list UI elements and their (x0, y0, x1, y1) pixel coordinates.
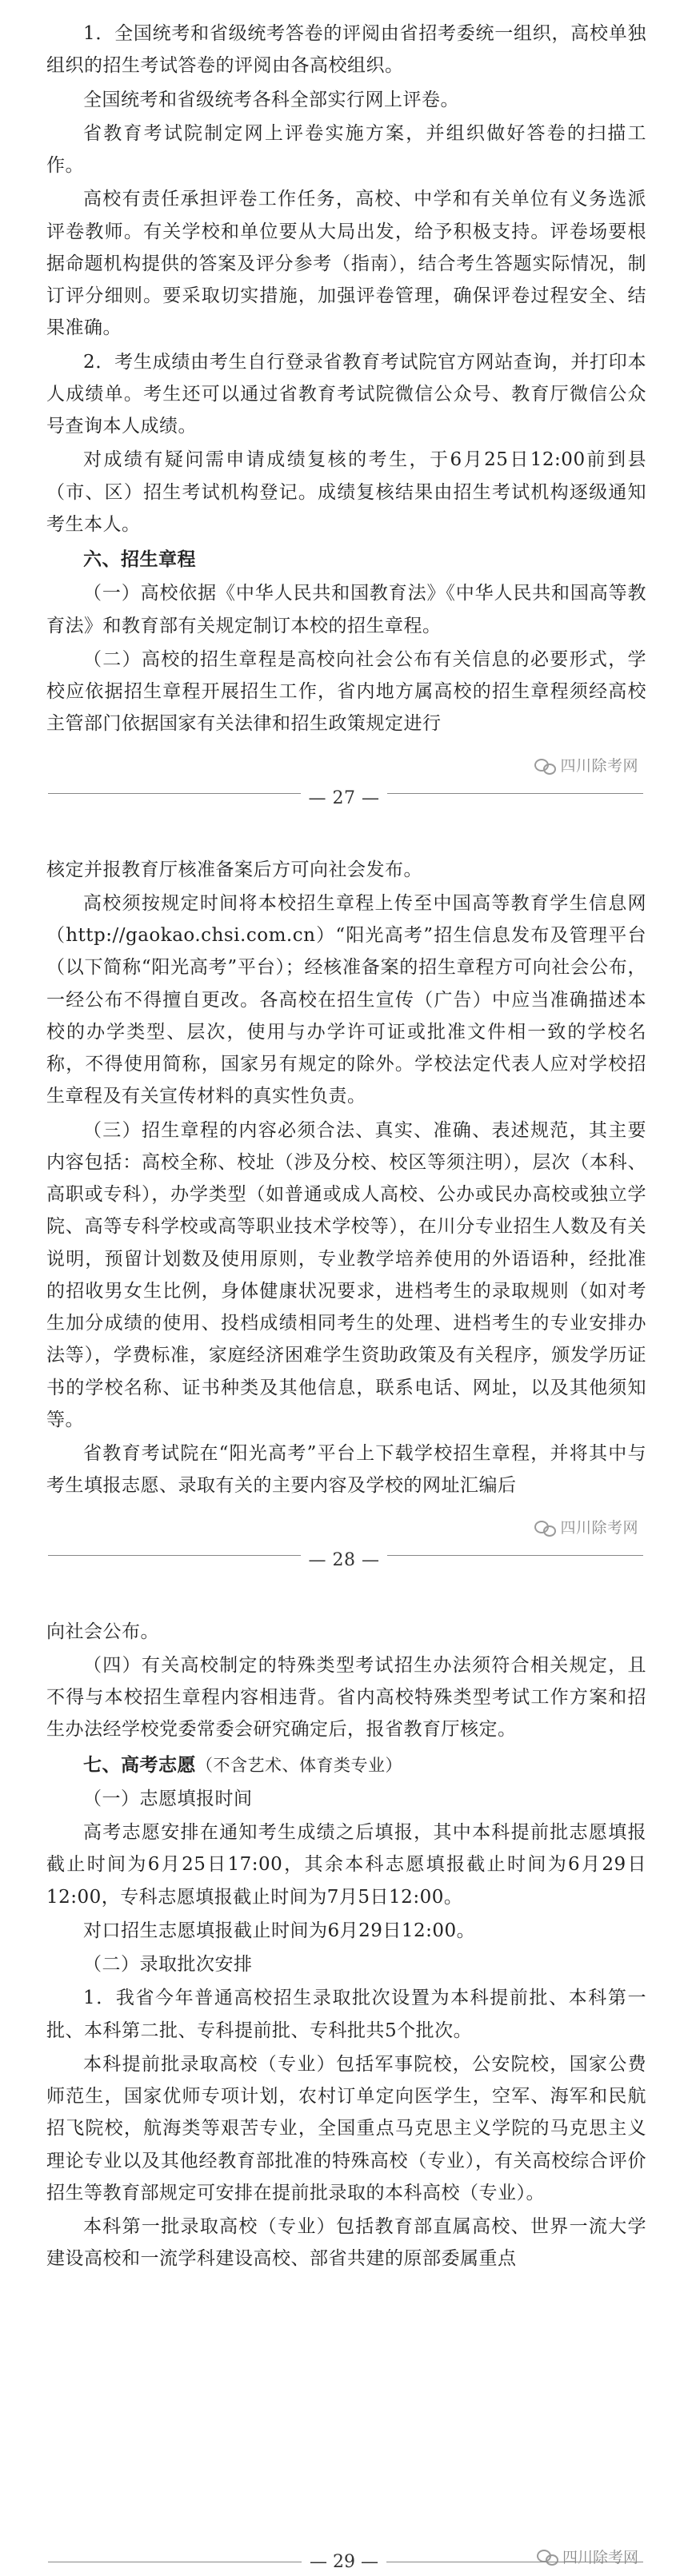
paragraph: 核定并报教育厅核准备案后方可向社会发布。 (46, 859, 422, 880)
paragraph: 省教育考试院在“阳光高考”平台上下载学校招生章程，并将其中与考生填报志愿、录取有关的主要内容及学校的网址汇编后 (46, 1443, 646, 1497)
paragraph: 向社会公布。 (46, 1621, 159, 1642)
watermark (534, 753, 638, 780)
document-content (46, 18, 646, 2277)
paragraph: 全国统考和省级统考各科全部实行网上评卷。 (83, 89, 459, 110)
section-heading: 六、招生章程 (83, 549, 196, 570)
watermark-text: 四川除考网 (560, 1518, 638, 1537)
subsection-heading: （一）志愿填报时间 (83, 1788, 253, 1809)
paragraph: 对成绩有疑问需申请成绩复核的考生，于6月25日12:00前到县（市、区）招生考试机构登记。成绩复核结果由招生考试机构逐级通知考生本人。 (46, 449, 646, 535)
paragraph: 1．我省今年普通高校招生录取批次设置为本科提前批、本科第一批、本科第二批、专科提前批、专科批共5个批次。 (46, 1988, 646, 2041)
paragraph: 1．全国统考和省级统考答卷的评阅由省招考委统一组织，高校单独组织的招生考试答卷的评阅由各高校组织。 (46, 23, 646, 77)
subsection-heading: （二）录取批次安排 (83, 1954, 253, 1975)
paragraph: （二）高校的招生章程是高校向社会公布有关信息的必要形式，学校应依据招生章程开展招生工作，省内地方属高校的招生章程须经高校主管部门依据国家有关法律和招生政策规定进行 (46, 648, 646, 735)
page-break (0, 748, 688, 843)
paragraph: 省教育考试院制定网上评卷实施方案，并组织做好答卷的扫描工作。 (46, 122, 646, 176)
page-footer (0, 2546, 688, 2576)
paragraph: 高校有责任承担评卷工作任务，高校、中学和有关单位有义务选派评卷教师。有关学校和单位要从大局出发，给予积极支持。评卷场要根据命题机构提供的答案及评分参考（指南），结合考生答题实际情况，制订评分细则。要采取切实措施，加强评卷管理，确保评卷过程安全、结果准确。 (46, 189, 646, 339)
paragraph: 高校须按规定时间将本校招生章程上传至中国高等教育学生信息网（http://gaokao.chsi.com.cn）“阳光高考”招生信息发布及管理平台（以下简称“阳光高考”平台）；经核准备案的招生章程方可向社会公布，一经公布不得擅自更改。各高校在招生宣传（广告）中应当准确描述本校的办学类型、层次，使用与办学许可证或批准文件相一致的学校名称，不得使用简称，国家另有规定的除外。学校法定代表人应对学校招生章程及有关宣传材料的真实性负责。 (46, 892, 646, 1107)
watermark-text: 四川除考网 (560, 756, 638, 775)
paragraph: 2．考生成绩由考生自行登录省教育考试院官方网站查询，并打印本人成绩单。考生还可以通过省教育考试院微信公众号、教育厅微信公众号查询本人成绩。 (46, 351, 646, 437)
paragraph: （一）高校依据《中华人民共和国教育法》《中华人民共和国高等教育法》和教育部有关规定制订本校的招生章程。 (46, 583, 646, 636)
paragraph: （四）有关高校制定的特殊类型考试招生办法须符合相关规定，且不得与本校招生章程内容相违背。省内高校特殊类型考试工作方案和招生办法经学校党委常委会研究确定后，报省教育厅核定。 (46, 1654, 646, 1741)
wechat-icon (534, 757, 555, 775)
section-heading (46, 1749, 646, 1781)
watermark (534, 1515, 638, 1541)
paragraph: 本科提前批录取高校（专业）包括军事院校，公安院校，国家公费师范生，国家优师专项计划，农村订单定向医学生，空军、海军和民航招飞院校，航海类等艰苦专业，全国重点马克思主义学院的马克思主义理论专业以及其他经教育部批准的特殊高校（专业），有关高校综合评价招生等教育部规定可安排在提前批录取的本科高校（专业）。 (46, 2053, 646, 2203)
section-heading-title: 七、高考志愿 (83, 1754, 196, 1776)
paragraph: 高考志愿安排在通知考生成绩之后填报，其中本科提前批志愿填报截止时间为6月25日17:00，其余本科志愿填报截止时间为6月29日12:00，专科志愿填报截止时间为7月5日12:00。 (46, 1822, 646, 1908)
page-number: — 28 — (0, 1544, 688, 1577)
paragraph: （三）招生章程的内容必须合法、真实、准确、表述规范，其主要内容包括：高校全称、校址（涉及分校、校区等须注明），层次（本科、高职或专科），办学类型（如普通或成人高校、公办或民办高校或独立学院、高等专科学校或高等职业技术学校等），在川分专业招生人数及有关说明，预留计划数及使用原则，专业教学培养使用的外语语种，经批准的招收男女生比例，身体健康状况要求，进档考生的录取规则（如对考生加分成绩的使用、投档成绩相同考生的处理、进档考生的专业安排办法等），学费标准，家庭经济困难学生资助政策及有关程序，颁发学历证书的学校名称、证书种类及其他信息，联系电话、网址，以及其他须知等。 (46, 1119, 646, 1430)
paragraph: 本科第一批录取高校（专业）包括教育部直属高校、世界一流大学建设高校和一流学科建设高校、部省共建的原部委属重点 (46, 2216, 646, 2270)
section-heading-note: （不含艺术、体育类专业） (196, 1755, 402, 1775)
page-number: — 29 — (0, 2552, 688, 2572)
wechat-icon (534, 1519, 555, 1537)
page-break (0, 1510, 688, 1605)
watermark-text: 四川除考网 (562, 2549, 638, 2566)
paragraph: 对口招生志愿填报截止时间为6月29日12:00。 (83, 1920, 476, 1941)
page-number: — 27 — (0, 782, 688, 815)
